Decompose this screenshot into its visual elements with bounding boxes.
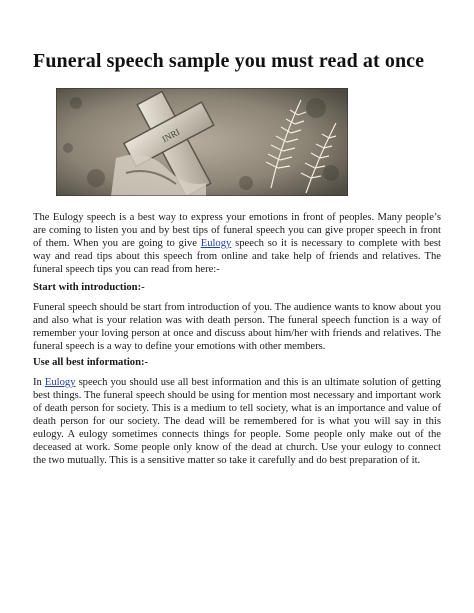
section-heading-introduction: Start with introduction:- xyxy=(33,282,145,293)
header-photo xyxy=(56,88,348,196)
intro-text-2: speech so it is necessary to complete with best way and read tips about this speech from online and take help of friends and relatives. The funeral speech tips you can read from here:- xyxy=(33,238,441,275)
section-heading-information: Use all best information:- xyxy=(33,357,149,368)
svg-text:INRI: INRI xyxy=(160,126,182,145)
information-paragraph xyxy=(33,376,441,467)
intro-text-1: The Eulogy speech is a best way to express your emotions in front of peoples. Many people’s are coming to listen you and by best tips of funeral speech you can give proper speech in front of them. When you are going to give xyxy=(33,212,441,249)
page-title: Funeral speech sample you must read at once xyxy=(33,50,425,72)
information-text-1: In xyxy=(33,377,45,388)
intro-paragraph xyxy=(33,211,441,276)
eulogy-link-2[interactable]: Eulogy xyxy=(44,377,76,388)
stone-cross-image xyxy=(56,88,348,196)
eulogy-link[interactable]: Eulogy xyxy=(200,238,232,249)
information-text-2: speech you should use all best information and this is an ultimate solution of getting best things. The funeral speech should be using for mention most necessary and important work of death person for society. This is a medium to tell society, what is an importance and value of death person for our society. The dead will be remembered for is what you will say in this eulogy. A eulogy sometimes connects things for people. Some people only make out of the deceased at work. Some people only know of the dead at church. Use your eulogy to connect the two mutually. This is a sensitive matter so take it carefully and do best preparation of it. xyxy=(33,377,441,466)
introduction-paragraph: Funeral speech should be start from introduction of you. The audience wants to know about you and also what is your relation was with death person. The funeral speech function is a way of remember your loving person at once and discuss about him/her with friends and relatives. The funeral speech is a way to define your emotions with other members. xyxy=(33,302,441,352)
